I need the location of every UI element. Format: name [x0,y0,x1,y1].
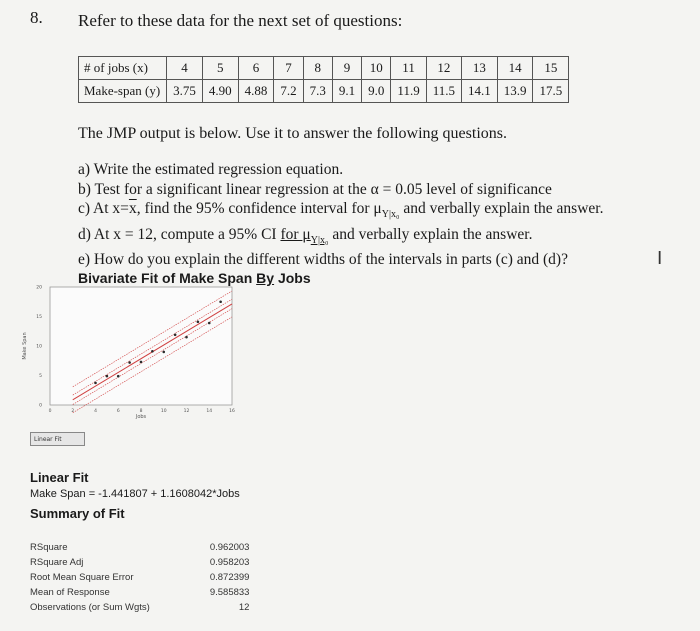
x-cell: 9 [332,57,361,80]
question-intro: Refer to these data for the next set of questions: [78,11,403,30]
summary-value: 12 [238,602,250,613]
text-cursor-icon: I [657,248,663,269]
bivariate-title-post: Jobs [274,270,311,286]
data-point [197,321,200,324]
table-row-x [79,57,569,80]
x-tick-label: 14 [206,409,213,414]
row-label-makespan: Make-span (y) [79,80,167,103]
data-point [106,375,109,378]
data-point [94,382,97,385]
y-cell: 17.5 [533,80,569,103]
x-tick-label: 10 [160,409,167,414]
x-tick-label: 0 [48,409,52,414]
bivariate-title-pre: Bivariate Fit of Make Span [78,270,257,286]
x-tick-label: 8 [139,409,143,414]
linear-fit-button[interactable]: Linear Fit [30,432,85,446]
summary-value: 0.962003 [209,542,250,553]
x-tick-label: 2 [71,409,75,414]
bivariate-title-by: By [256,270,275,286]
summary-row [30,585,249,600]
part-d-end: and verbally explain the answer. [328,225,533,243]
part-c-mu: μ [373,200,382,217]
x-cell: 11 [391,57,426,80]
y-cell: 7.3 [303,80,332,103]
x-axis-label: Jobs [135,414,147,420]
part-c-post: , find the 95% confidence interval for [136,200,374,217]
plot-frame [50,287,232,405]
question-list [78,160,603,270]
summary-label: Root Mean Square Error [30,572,134,583]
summary-value: 0.872399 [209,572,250,583]
data-point [128,361,131,364]
linear-fit-title: Linear Fit [30,470,89,485]
row-label-jobs: # of jobs (x) [79,57,167,80]
y-tick-label: 20 [36,285,42,291]
summary-label: Observations (or Sum Wgts) [30,602,150,613]
x-cell: 6 [238,57,274,80]
part-d-for: for [280,225,303,243]
summary-title: Summary of Fit [30,506,125,521]
y-cell: 14.1 [461,80,497,103]
part-d-sub: Y|x₀ [310,234,329,246]
x-cell: 15 [533,57,569,80]
y-tick-label: 10 [36,344,42,350]
data-point [151,350,154,353]
x-cell: 14 [497,57,533,80]
summary-value: 9.585833 [209,587,250,598]
y-cell: 13.9 [497,80,533,103]
jmp-note: The JMP output is below. Use it to answer the following questions. [78,125,507,142]
summary-label: RSquare Adj [30,557,84,568]
question-number: 8. [30,8,43,27]
regression-equation: Make Span = -1.441807 + 1.1608042*Jobs [30,488,240,500]
summary-row [30,540,249,555]
x-tick-label: 4 [94,409,97,414]
summary-value: 0.958203 [209,557,250,568]
summary-table [30,540,249,615]
table-row-y [79,80,569,103]
part-d-pre: d) At x = 12, compute a 95% CI [78,225,281,243]
x-tick-label: 6 [116,409,120,414]
data-point [208,322,211,325]
part-c-sub: Y|x₀ [381,209,400,221]
x-tick-label: 16 [229,409,235,414]
summary-label: RSquare [30,542,68,553]
y-ticks [36,285,42,409]
y-tick-label: 15 [36,315,42,320]
part-c-end: and verbally explain the answer. [399,200,604,217]
part-c-xbar: $\overline{x}$ [128,200,137,217]
y-cell: 4.90 [202,80,238,103]
summary-row [30,570,249,585]
x-cell: 8 [303,57,332,80]
y-cell: 7.2 [274,80,303,103]
x-cell: 4 [167,57,203,80]
data-point [117,375,120,378]
summary-row [30,555,249,570]
part-d-mu: μ [302,225,311,243]
x-cell: 13 [461,57,497,80]
y-cell: 11.9 [391,80,426,103]
part-c-pre: c) At x= [78,200,129,217]
data-point [185,336,188,339]
y-cell: 3.75 [167,80,203,103]
y-cell: 4.88 [238,80,274,103]
data-table [78,56,569,103]
data-point [140,361,143,364]
x-cell: 7 [274,57,303,80]
data-point [174,333,177,336]
part-e: e) How do you explain the different widths of the intervals in parts (c) and (d)? [78,251,568,269]
part-a: a) Write the estimated regression equation. [78,161,344,178]
x-cell: 5 [202,57,238,80]
part-d [78,225,603,251]
data-point [219,300,222,303]
x-cell: 10 [362,57,391,80]
y-tick-label: 0 [39,403,42,409]
y-cell: 9.1 [332,80,361,103]
x-tick-label: 12 [183,409,190,414]
scatter-plot [18,282,238,427]
data-point [162,351,165,354]
part-b: b) Test for a significant linear regression at the α = 0.05 level of significance [78,180,552,198]
summary-label: Mean of Response [30,587,110,598]
part-c [78,199,603,225]
y-axis-label: Make Span [22,332,28,360]
y-cell: 9.0 [362,80,391,103]
summary-row [30,600,249,615]
y-tick-label: 5 [39,374,42,379]
x-cell: 12 [426,57,461,80]
y-cell: 11.5 [426,80,461,103]
